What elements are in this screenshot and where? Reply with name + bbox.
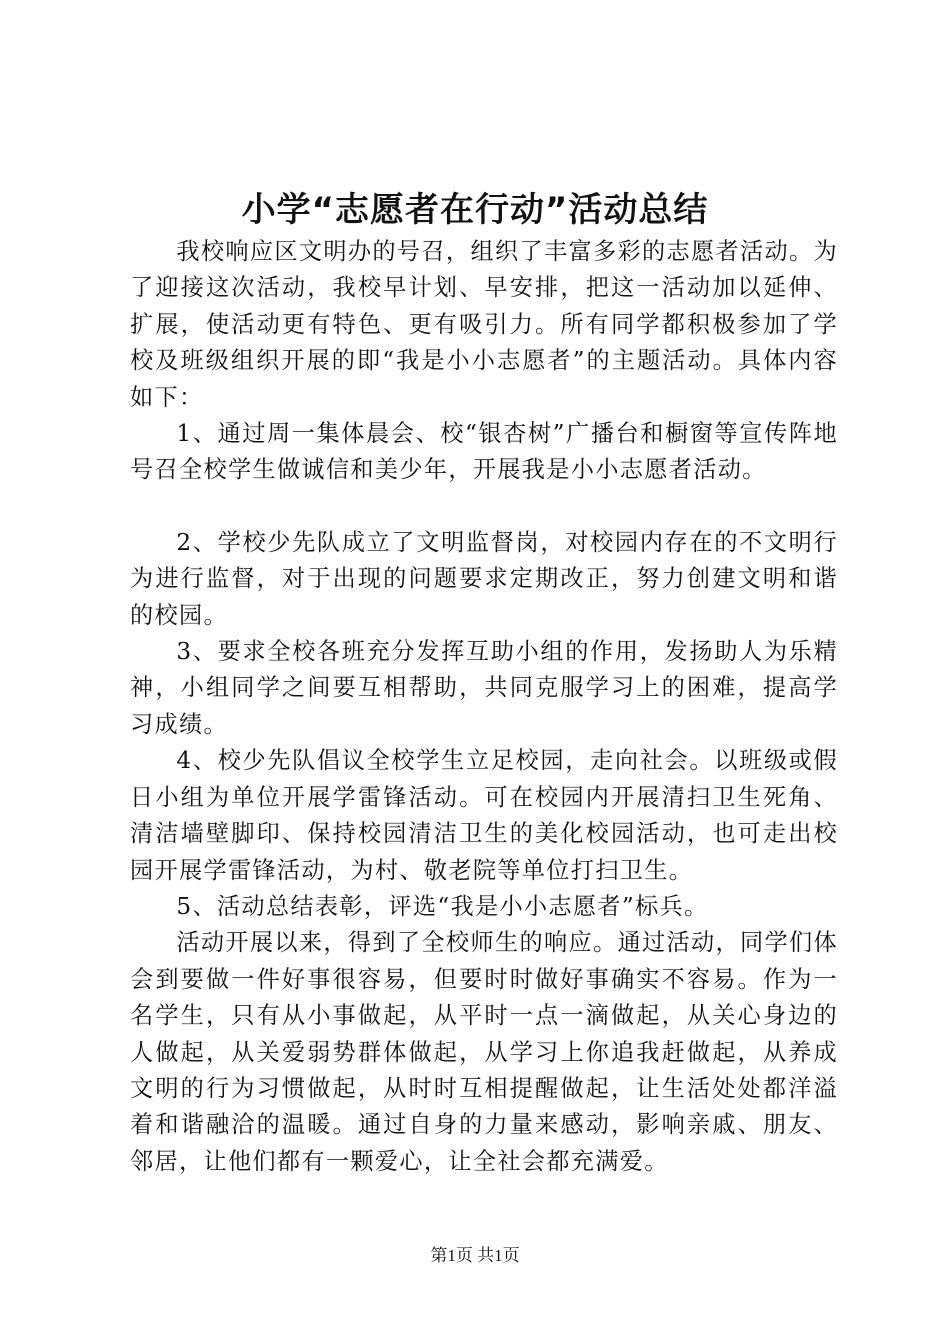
paragraph-item-4: 4、校少先队倡议全校学生立足校园，走向社会。以班级或假日小组为单位开展学雷锋活动。可在校园内开展清扫卫生死角、清洁墙壁脚印、保持校园清洁卫生的美化校园活动，也可走出校园开展学雷锋活动，为村、敬老院等单位打扫卫生。 — [130, 747, 838, 884]
paragraph-conclusion: 活动开展以来，得到了全校师生的响应。通过活动，同学们体会到要做一件好事很容易，但要时时做好事确实不容易。作为一名学生，只有从小事做起，从平时一点一滴做起，从关心身边的人做起，从关爱弱势群体做起，从学习上你追我赶做起，从养成文明的行为习惯做起，从时时互相提醒做起，让生活处处都洋溢着和谐融洽的温暖。通过自身的力量来感动，影响亲戚、朋友、邻居，让他们都有一颗爱心，让全社会都充满爱。 — [130, 929, 838, 1175]
paragraph-item-5: 5、活动总结表彰，评选“我是小小志愿者”标兵。 — [176, 892, 709, 920]
paragraph-item-1: 1、通过周一集体晨会、校“银杏树”广播台和橱窗等宣传阵地号召全校学生做诚信和美少年，开展我是小小志愿者活动。 — [130, 420, 838, 484]
paragraph-item-2: 2、学校少先队成立了文明监督岗，对校园内存在的不文明行为进行监督，对于出现的问题要求定期改正，努力创建文明和谐的校园。 — [130, 528, 838, 629]
paragraph-intro: 我校响应区文明办的号召，组织了丰富多彩的志愿者活动。为了迎接这次活动，我校早计划、早安排，把这一活动加以延伸、扩展，使活动更有特色、更有吸引力。所有同学都积极参加了学校及班级组织开展的即“我是小小志愿者”的主题活动。具体内容如下： — [130, 238, 838, 411]
document-body — [130, 234, 838, 1180]
paragraph-item-3: 3、要求全校各班充分发挥互助小组的作用，发扬助人为乐精神，小组同学之间要互相帮助，共同克服学习上的困难，提高学习成绩。 — [130, 638, 838, 738]
document-title: 小学“志愿者在行动”活动总结 — [241, 190, 709, 230]
page-footer: 第1页 共1页 — [430, 1246, 520, 1265]
